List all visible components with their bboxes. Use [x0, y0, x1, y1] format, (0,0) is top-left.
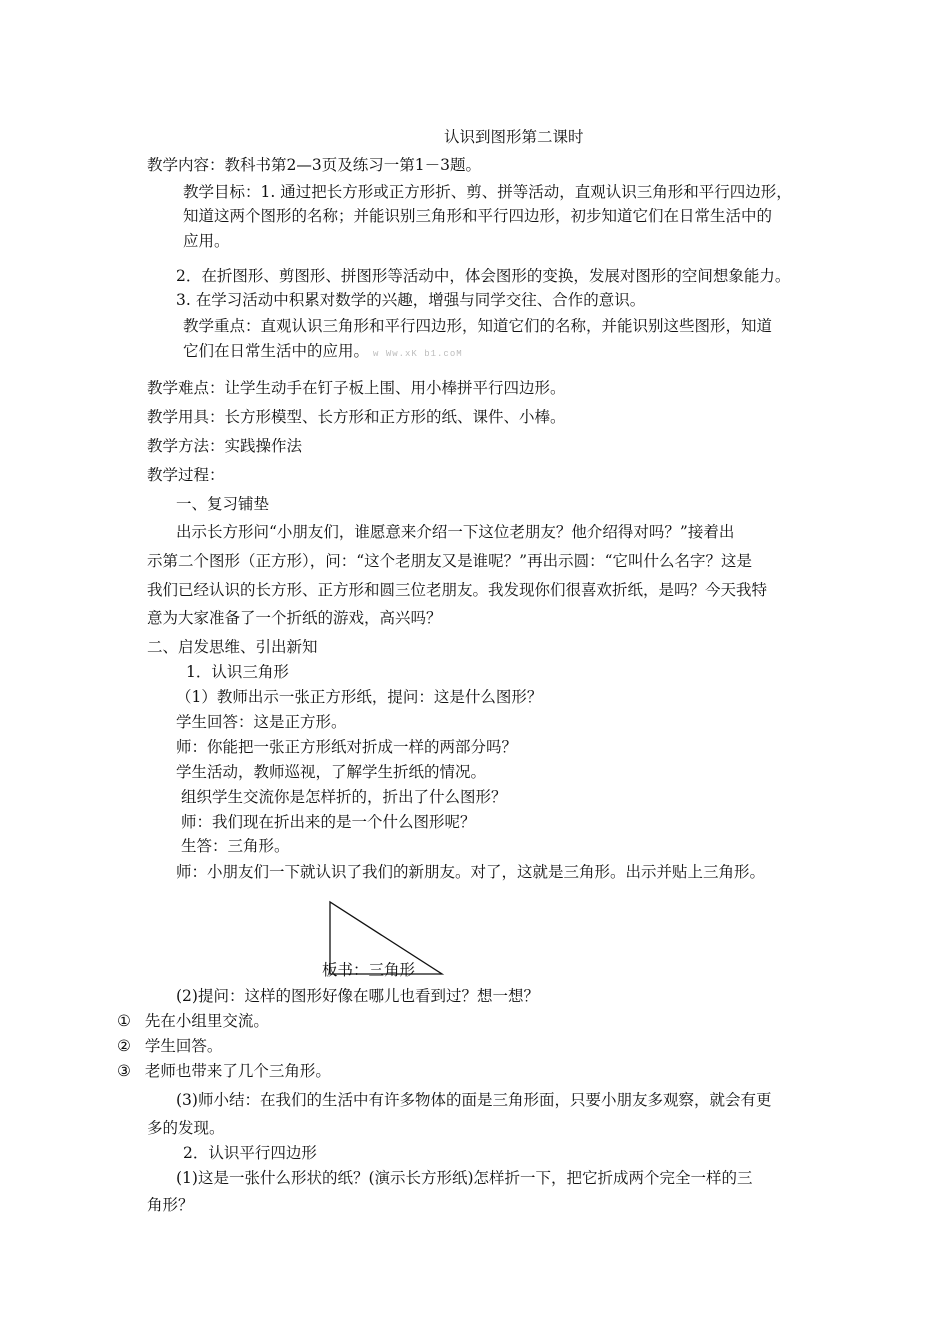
watermark-text: w Ww.xK b1.coM [373, 349, 463, 359]
teacher-line-1: 师：你能把一张正方形纸对折成一样的两部分吗？ [176, 738, 518, 756]
list-text: 先在小组里交流。 [144, 1012, 269, 1030]
organize-exchange: 组织学生交流你是怎样折的，折出了什么图形？ [181, 788, 507, 806]
question-3-line1: (1)这是一张什么形状的纸？(演示长方形纸)怎样折一下，把它折成两个完全一样的三 [176, 1169, 753, 1187]
list-marker: ① [117, 1012, 131, 1030]
board-writing: 板书：三角形 [322, 961, 416, 979]
list-item [117, 1061, 331, 1081]
subsection-parallelogram: 2．认识平行四边形 [183, 1144, 317, 1162]
question-2: (2)提问：这样的图形好像在哪儿也看到过？想一想？ [176, 987, 539, 1005]
section1-heading: 一、复习铺垫 [176, 495, 270, 513]
page-title: 认识到图形第二课时 [444, 128, 584, 146]
section1-para-line2: 示第二个图形（正方形），问：“这个老朋友又是谁呢？”再出示圆：“它叫什么名字？这是 [147, 552, 753, 570]
list-marker: ② [117, 1037, 131, 1055]
teaching-content: 教学内容：教科书第2—3页及练习一第1－3题。 [147, 156, 481, 174]
list-item [117, 1036, 222, 1056]
teaching-method: 教学方法：实践操作法 [147, 437, 303, 455]
summary-line2: 多的发现。 [147, 1119, 225, 1137]
question-3-line2: 角形？ [147, 1196, 194, 1214]
list-item [117, 1011, 269, 1031]
subsection-triangle: 1．认识三角形 [186, 663, 289, 681]
section2-heading: 二、启发思维、引出新知 [147, 638, 318, 656]
teaching-key-line2-text: 它们在日常生活中的应用。 [183, 342, 370, 360]
teacher-line-2: 师：我们现在折出来的是一个什么图形呢？ [181, 813, 476, 831]
list-marker: ③ [117, 1062, 131, 1080]
teaching-process: 教学过程： [147, 466, 225, 484]
list-text: 老师也带来了几个三角形。 [144, 1062, 331, 1080]
teacher-line-3: 师：小朋友们一下就认识了我们的新朋友。对了，这就是三角形。出示并贴上三角形。 [176, 863, 766, 881]
teaching-tools: 教学用具：长方形模型、长方形和正方形的纸、课件、小棒。 [147, 408, 566, 426]
teaching-key-line2 [183, 341, 463, 364]
question-1: （1）教师出示一张正方形纸，提问：这是什么图形？ [176, 688, 543, 706]
summary-line1: (3)师小结：在我们的生活中有许多物体的面是三角形面，只要小朋友多观察，就会有更 [176, 1091, 772, 1109]
teaching-goal-3: 3. 在学习活动中积累对数学的兴趣，增强与同学交往、合作的意识。 [176, 291, 646, 309]
teaching-goals-line2: 知道这两个图形的名称；并能识别三角形和平行四边形，初步知道它们在日常生活中的 [183, 207, 773, 225]
section1-para-line3: 我们已经认识的长方形、正方形和圆三位老朋友。我发现你们很喜欢折纸，是吗？今天我特 [147, 581, 768, 599]
teaching-difficulty: 教学难点：让学生动手在钉子板上围、用小棒拼平行四边形。 [147, 379, 566, 397]
list-text: 学生回答。 [144, 1037, 223, 1055]
section1-para-line1: 出示长方形问“小朋友们，谁愿意来介绍一下这位老朋友？他介绍得对吗？”接着出 [176, 523, 735, 541]
teaching-goals-line3: 应用。 [183, 232, 230, 250]
section1-para-line4: 意为大家准备了一个折纸的游戏，高兴吗？ [147, 609, 442, 627]
teaching-key-line1: 教学重点：直观认识三角形和平行四边形，知道它们的名称，并能识别这些图形，知道 [183, 317, 773, 335]
teaching-goals-line1: 教学目标：1. 通过把长方形或正方形折、剪、拼等活动，直观认识三角形和平行四边形， [183, 183, 792, 201]
answer-1: 学生回答：这是正方形。 [176, 713, 347, 731]
answer-2: 生答：三角形。 [181, 837, 290, 855]
teaching-goal-2: 2．在折图形、剪图形、拼图形等活动中，体会图形的变换，发展对图形的空间想象能力。 [176, 267, 791, 285]
student-activity: 学生活动，教师巡视，了解学生折纸的情况。 [176, 763, 487, 781]
